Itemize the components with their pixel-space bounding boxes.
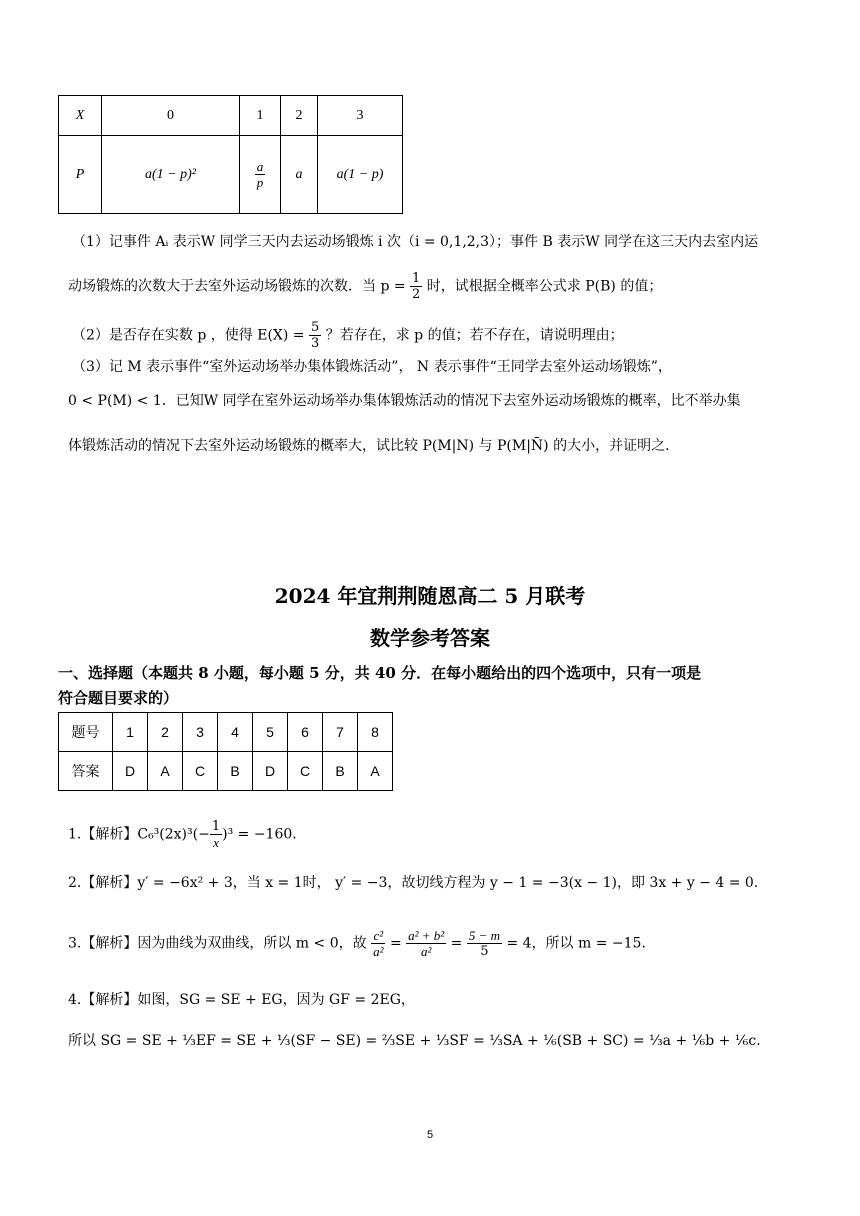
table-cell: a xyxy=(281,136,318,214)
table-cell: 答案 xyxy=(59,752,113,791)
question-2: （2）是否存在实数 p ，使得 E(X) = $\frac{5}{3}$ ？若存在，求 p 的值；若不存在，请说明理由； xyxy=(72,320,624,351)
table-cell: C xyxy=(183,752,218,791)
solution-1: 1.【解析】C₆³(2x)³(− $\frac{1}{x}$ )³ = −160． xyxy=(68,819,307,850)
table-cell: 8 xyxy=(358,713,393,752)
solution-3: 3.【解析】因为曲线为双曲线，所以 m < 0，故 $\frac{\text{c²}}{\text{a²}}$ = $\frac{\text{a² + b²}}{\text{a²}}$ = $\frac{5 - m}{5}$ = 4，所以 m = −15． xyxy=(68,928,656,959)
page-title: 2024 年宜荆荆随恩高二 5 月联考 xyxy=(274,584,586,608)
table-cell: D xyxy=(113,752,148,791)
distribution-table xyxy=(58,95,403,214)
page-number: 5 xyxy=(426,1129,434,1141)
table-cell: D xyxy=(253,752,288,791)
question-1-line-1: （1）记事件 Aᵢ 表示W 同学三天内去运动场锻炼 i 次（i = 0,1,2,3）；事件 B 表示W 同学在这三天内去室内运 xyxy=(72,234,759,250)
table-cell: 4 xyxy=(218,713,253,752)
question-1-line-2: 动场锻炼的次数大于去室外运动场锻炼的次数．当 p = $\frac{1}{2}$ 时，试根据全概率公式求 P(B) 的值； xyxy=(68,271,663,302)
table-cell: 1 xyxy=(240,96,281,136)
table-cell: 2 xyxy=(281,96,318,136)
table-cell: X xyxy=(59,96,102,136)
solution-4-line-1: 4.【解析】如图，SG = SE + EG，因为 GF = 2EG， xyxy=(68,992,415,1008)
question-3-line-3: 体锻炼活动的情况下去室外运动场锻炼的概率大，试比较 P(M|N) 与 P(M|N̄) 的大小，并证明之． xyxy=(68,438,680,454)
question-3-line-2: 0 < P(M) < 1．已知W 同学在室外运动场举办集体锻炼活动的情况下去室外运动场锻炼的概率，比不举办集 xyxy=(68,393,741,409)
section-heading: 一、选择题（本题共 8 小题，每小题 5 分，共 40 分．在每小题给出的四个选项中，只有一项是 xyxy=(58,664,702,682)
table-cell: 3 xyxy=(183,713,218,752)
table-cell: a(1 − p)² xyxy=(102,136,240,214)
table-cell: 5 xyxy=(253,713,288,752)
table-cell: 6 xyxy=(288,713,323,752)
table-cell: A xyxy=(358,752,393,791)
table-cell: 0 xyxy=(102,96,240,136)
table-cell: a(1 − p) xyxy=(318,136,403,214)
solution-4-line-2: 所以 SG = SE + ⅓EF = SE + ⅓(SF − SE) = ⅔SE + ⅓SF = ⅓SA + ⅙(SB + SC) = ⅓a + ⅙b + ⅙c． xyxy=(68,1033,771,1049)
table-cell: 3 xyxy=(318,96,403,136)
table-cell: B xyxy=(218,752,253,791)
table-cell: B xyxy=(323,752,358,791)
table-cell: A xyxy=(148,752,183,791)
section-heading-cont: 符合题目要求的） xyxy=(58,689,179,707)
table-cell: $\frac{a}{p}$ xyxy=(240,136,281,214)
table-cell: 题号 xyxy=(59,713,113,752)
table-cell: 2 xyxy=(148,713,183,752)
table-cell: P xyxy=(59,136,102,214)
answer-table xyxy=(58,712,393,791)
table-cell: C xyxy=(288,752,323,791)
table-cell: 7 xyxy=(323,713,358,752)
solution-2: 2.【解析】y′ = −6x² + 3，当 x = 1时， y′ = −3，故切线方程为 y − 1 = −3(x − 1)，即 3x + y − 4 = 0． xyxy=(68,875,768,891)
question-3-line-1: （3）记 M 表示事件“室外运动场举办集体锻炼活动”， N 表示事件“王同学去室外运动场锻炼”， xyxy=(72,359,672,375)
table-cell: 1 xyxy=(113,713,148,752)
page-subtitle: 数学参考答案 xyxy=(370,626,490,650)
